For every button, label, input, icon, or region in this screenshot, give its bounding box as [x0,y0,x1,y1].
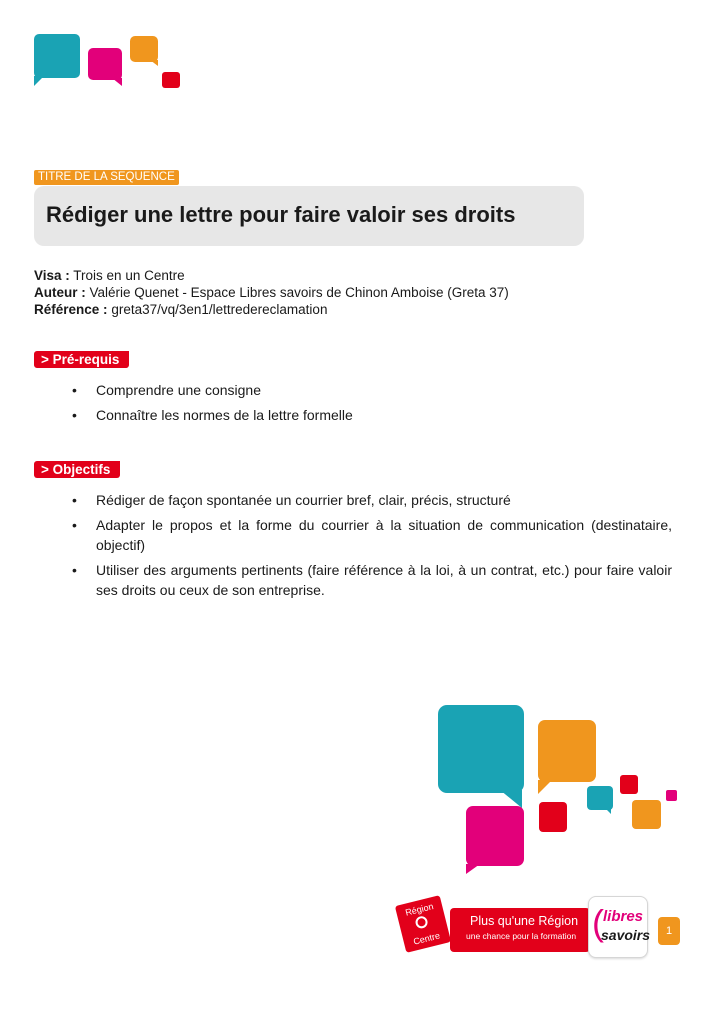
list-item: • Adapter le propos et la forme du courrier à la situation de communication (destinataire, objectif) [70,515,672,555]
prerequis-list [70,380,672,430]
page-number: 1 [658,917,680,945]
reference-line [34,301,327,318]
auteur-line [34,284,509,301]
list-item: • Rédiger de façon spontanée un courrier bref, clair, précis, structuré [70,490,672,510]
pink-bubble-icon [88,48,122,80]
pink-bubble-tail-icon [112,78,122,86]
prerequis-section-tag: > Pré-requis [34,351,129,368]
banner-subtitle: une chance pour la formation [466,931,577,941]
auteur-label: Auteur : [34,285,86,300]
logo-libres-text: libres [603,908,644,925]
small-red-bubble-icon [620,775,638,794]
auteur-value: Valérie Quenet - Espace Libres savoirs de Chinon Amboise (Greta 37) [89,285,509,300]
list-item: • Comprendre une consigne [70,380,672,400]
orange-bubble-tail-icon [538,780,552,794]
logo-savoirs-text: savoirs [601,927,651,943]
banner-slogan: Plus qu'une Région [470,914,579,928]
list-item: • Connaître les normes de la lettre formelle [70,405,672,425]
list-item: • Utiliser des arguments pertinents (faire référence à la loi, à un contrat, etc.) pour faire valoir ses droits ou ceux de son entreprise. [70,560,672,600]
large-pink-bubble-tail-icon [466,864,480,874]
libres-savoirs-logo [588,896,651,958]
orange-bubble-icon [538,720,596,782]
orange-bubble-tail-icon [150,60,158,66]
orange-bubble-icon [130,36,158,62]
region-line2: Centre [412,930,441,947]
title-box [34,186,584,246]
page-title: Rédiger une lettre pour faire valoir ses droits [46,202,516,227]
reference-label: Référence : [34,302,108,317]
large-pink-bubble-icon [466,806,524,866]
visa-label: Visa : [34,268,70,283]
red-bubble-icon [162,72,180,88]
footer-banner [450,908,590,952]
sequence-label: TITRE DE LA SEQUENCE [34,170,179,185]
large-teal-bubble-icon [438,705,524,793]
region-symbol-icon [414,915,429,930]
paren-icon: ( [592,902,604,943]
objectifs-list [70,490,672,605]
region-line1: Région [404,901,435,918]
small-teal-bubble-tail-icon [605,808,611,814]
teal-bubble-icon [34,34,80,78]
objectifs-section-tag: > Objectifs [34,461,120,478]
small-teal-bubble-icon [587,786,613,810]
orange-small-bubble-icon [632,800,661,829]
visa-value: Trois en un Centre [73,268,185,283]
tiny-pink-bubble-icon [666,790,677,801]
visa-line [34,267,185,284]
region-centre-logo [395,895,451,953]
red-bubble-icon [539,802,567,832]
reference-value: greta37/vq/3en1/lettredereclamation [111,302,328,317]
teal-bubble-tail-icon [34,76,44,86]
